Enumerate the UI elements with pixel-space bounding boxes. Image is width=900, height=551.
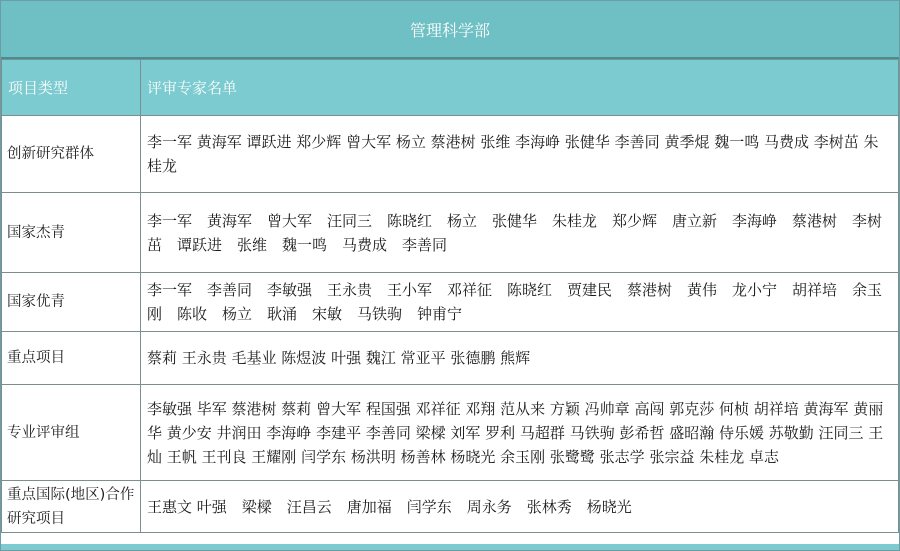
project-type-cell: 重点国际(地区)合作研究项目 bbox=[2, 481, 141, 533]
table-row bbox=[2, 116, 899, 193]
project-type-cell: 专业评审组 bbox=[2, 385, 141, 481]
expert-names-cell: 李一军 黄海军 谭跃进 郑少辉 曾大军 杨立 蔡港树 张维 李海峥 张健华 李善同 黄季焜 魏一鸣 马费成 李树茁 朱桂龙 bbox=[141, 116, 899, 193]
project-type-cell: 国家优青 bbox=[2, 273, 141, 332]
expert-names-cell: 李一军 李善同 李敏强 王永贵 王小军 邓祥征 陈晓红 贾建民 蔡港树 黄伟 龙小宁 胡祥培 余玉刚 陈收 杨立 耿涌 宋敏 马铁驹 钟甫宁 bbox=[141, 273, 899, 332]
project-type-cell: 国家杰青 bbox=[2, 193, 141, 273]
expert-names-cell: 蔡莉 王永贵 毛基业 陈煜波 叶强 魏江 常亚平 张德鹏 熊辉 bbox=[141, 332, 899, 385]
header-expert-list: 评审专家名单 bbox=[141, 60, 899, 116]
project-type-cell: 重点项目 bbox=[2, 332, 141, 385]
header-row bbox=[2, 60, 899, 116]
table-row bbox=[2, 385, 899, 481]
expert-names-cell: 王惠文 叶强 梁樑 汪昌云 唐加福 闫学东 周永务 张林秀 杨晓光 bbox=[141, 481, 899, 533]
expert-table bbox=[1, 59, 899, 533]
expert-names-cell: 李一军 黄海军 曾大军 汪同三 陈晓红 杨立 张健华 朱桂龙 郑少辉 唐立新 李海峥 蔡港树 李树茁 谭跃进 张维 魏一鸣 马费成 李善同 bbox=[141, 193, 899, 273]
bottom-band bbox=[1, 544, 899, 550]
expert-names-cell: 李敏强 毕军 蔡港树 蔡莉 曾大军 程国强 邓祥征 邓翔 范从来 方颖 冯帅章 高闯 郭克莎 何桢 胡祥培 黄海军 黄丽华 黄少安 井润田 李海峥 李建平 李善同 梁樑 刘军 罗利 马超群 马铁驹 彭希哲 盛昭瀚 侍乐媛 苏敬勤 汪同三 王灿 王帆 王刊良 王耀刚 闫学东 杨洪明 杨善林 杨晓光 余玉刚 张鹭鹭 张志学 张宗益 朱桂龙 卓志 bbox=[141, 385, 899, 481]
header-project-type: 项目类型 bbox=[2, 60, 141, 116]
table-row bbox=[2, 332, 899, 385]
table-row bbox=[2, 273, 899, 332]
table-row bbox=[2, 193, 899, 273]
department-title: 管理科学部 bbox=[1, 1, 899, 59]
table-row bbox=[2, 481, 899, 533]
project-type-cell: 创新研究群体 bbox=[2, 116, 141, 193]
